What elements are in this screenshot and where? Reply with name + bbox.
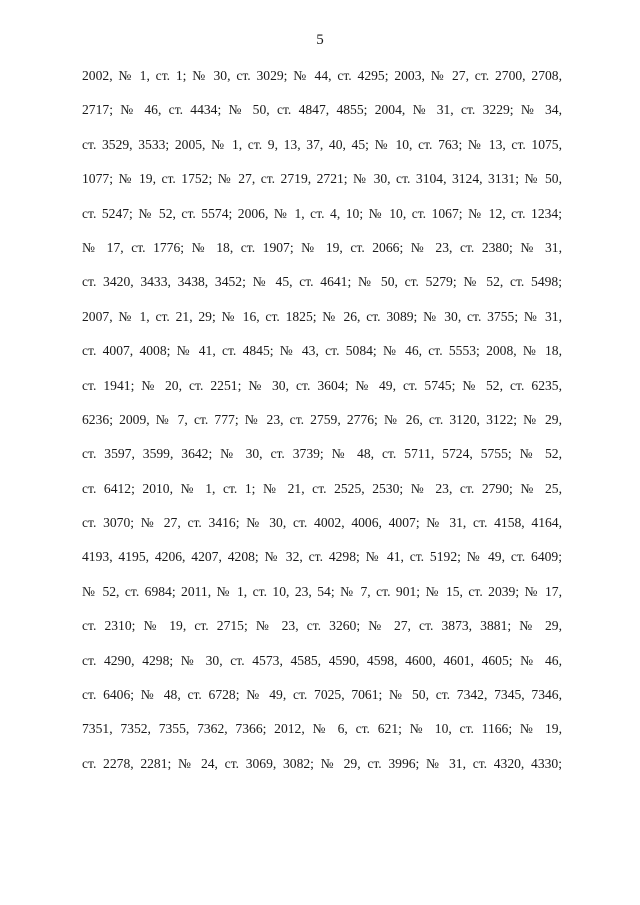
text-line: ст. 2278, 2281; № 24, ст. 3069, 3082; № 29, ст. 3996; № 31, ст. 4320, 4330;	[82, 755, 562, 771]
text-line: № 17, ст. 1776; № 18, ст. 1907; № 19, ст. 2066; № 23, ст. 2380; № 31,	[82, 239, 562, 255]
text-line: ст. 6412; 2010, № 1, ст. 1; № 21, ст. 2525, 2530; № 23, ст. 2790; № 25,	[82, 480, 562, 496]
text-line: 7351, 7352, 7355, 7362, 7366; 2012, № 6, ст. 621; № 10, ст. 1166; № 19,	[82, 721, 562, 737]
text-line: ст. 5247; № 52, ст. 5574; 2006, № 1, ст. 4, 10; № 10, ст. 1067; № 12, ст. 1234;	[82, 205, 562, 221]
text-line: ст. 6406; № 48, ст. 6728; № 49, ст. 7025, 7061; № 50, ст. 7342, 7345, 7346,	[82, 687, 562, 703]
text-line: ст. 4290, 4298; № 30, ст. 4573, 4585, 4590, 4598, 4600, 4601, 4605; № 46,	[82, 652, 562, 668]
text-line: 2002, № 1, ст. 1; № 30, ст. 3029; № 44, ст. 4295; 2003, № 27, ст. 2700, 2708,	[82, 68, 562, 83]
text-line: ст. 3597, 3599, 3642; № 30, ст. 3739; № 48, ст. 5711, 5724, 5755; № 52,	[82, 446, 562, 462]
document-body	[82, 67, 562, 789]
text-line: ст. 3070; № 27, ст. 3416; № 30, ст. 4002, 4006, 4007; № 31, ст. 4158, 4164,	[82, 515, 562, 531]
text-line: ст. 1941; № 20, ст. 2251; № 30, ст. 3604; № 49, ст. 5745; № 52, ст. 6235,	[82, 377, 562, 393]
text-line: 6236; 2009, № 7, ст. 777; № 23, ст. 2759, 2776; № 26, ст. 3120, 3122; № 29,	[82, 411, 562, 427]
text-line: 1077; № 19, ст. 1752; № 27, ст. 2719, 2721; № 30, ст. 3104, 3124, 3131; № 50,	[82, 171, 562, 187]
text-line: ст. 4007, 4008; № 41, ст. 4845; № 43, ст. 5084; № 46, ст. 5553; 2008, № 18,	[82, 343, 562, 359]
text-line: ст. 3529, 3533; 2005, № 1, ст. 9, 13, 37, 40, 45; № 10, ст. 763; № 13, ст. 1075,	[82, 136, 562, 152]
text-line: № 52, ст. 6984; 2011, № 1, ст. 10, 23, 54; № 7, ст. 901; № 15, ст. 2039; № 17,	[82, 583, 562, 599]
text-line: 4193, 4195, 4206, 4207, 4208; № 32, ст. 4298; № 41, ст. 5192; № 49, ст. 6409;	[82, 549, 562, 565]
text-line: 2007, № 1, ст. 21, 29; № 16, ст. 1825; № 26, ст. 3089; № 30, ст. 3755; № 31,	[82, 308, 562, 324]
text-line: 2717; № 46, ст. 4434; № 50, ст. 4847, 4855; 2004, № 31, ст. 3229; № 34,	[82, 102, 562, 118]
text-line: ст. 3420, 3433, 3438, 3452; № 45, ст. 4641; № 50, ст. 5279; № 52, ст. 5498;	[82, 274, 562, 290]
page-number: 5	[316, 32, 324, 48]
text-line: ст. 2310; № 19, ст. 2715; № 23, ст. 3260; № 27, ст. 3873, 3881; № 29,	[82, 618, 562, 634]
